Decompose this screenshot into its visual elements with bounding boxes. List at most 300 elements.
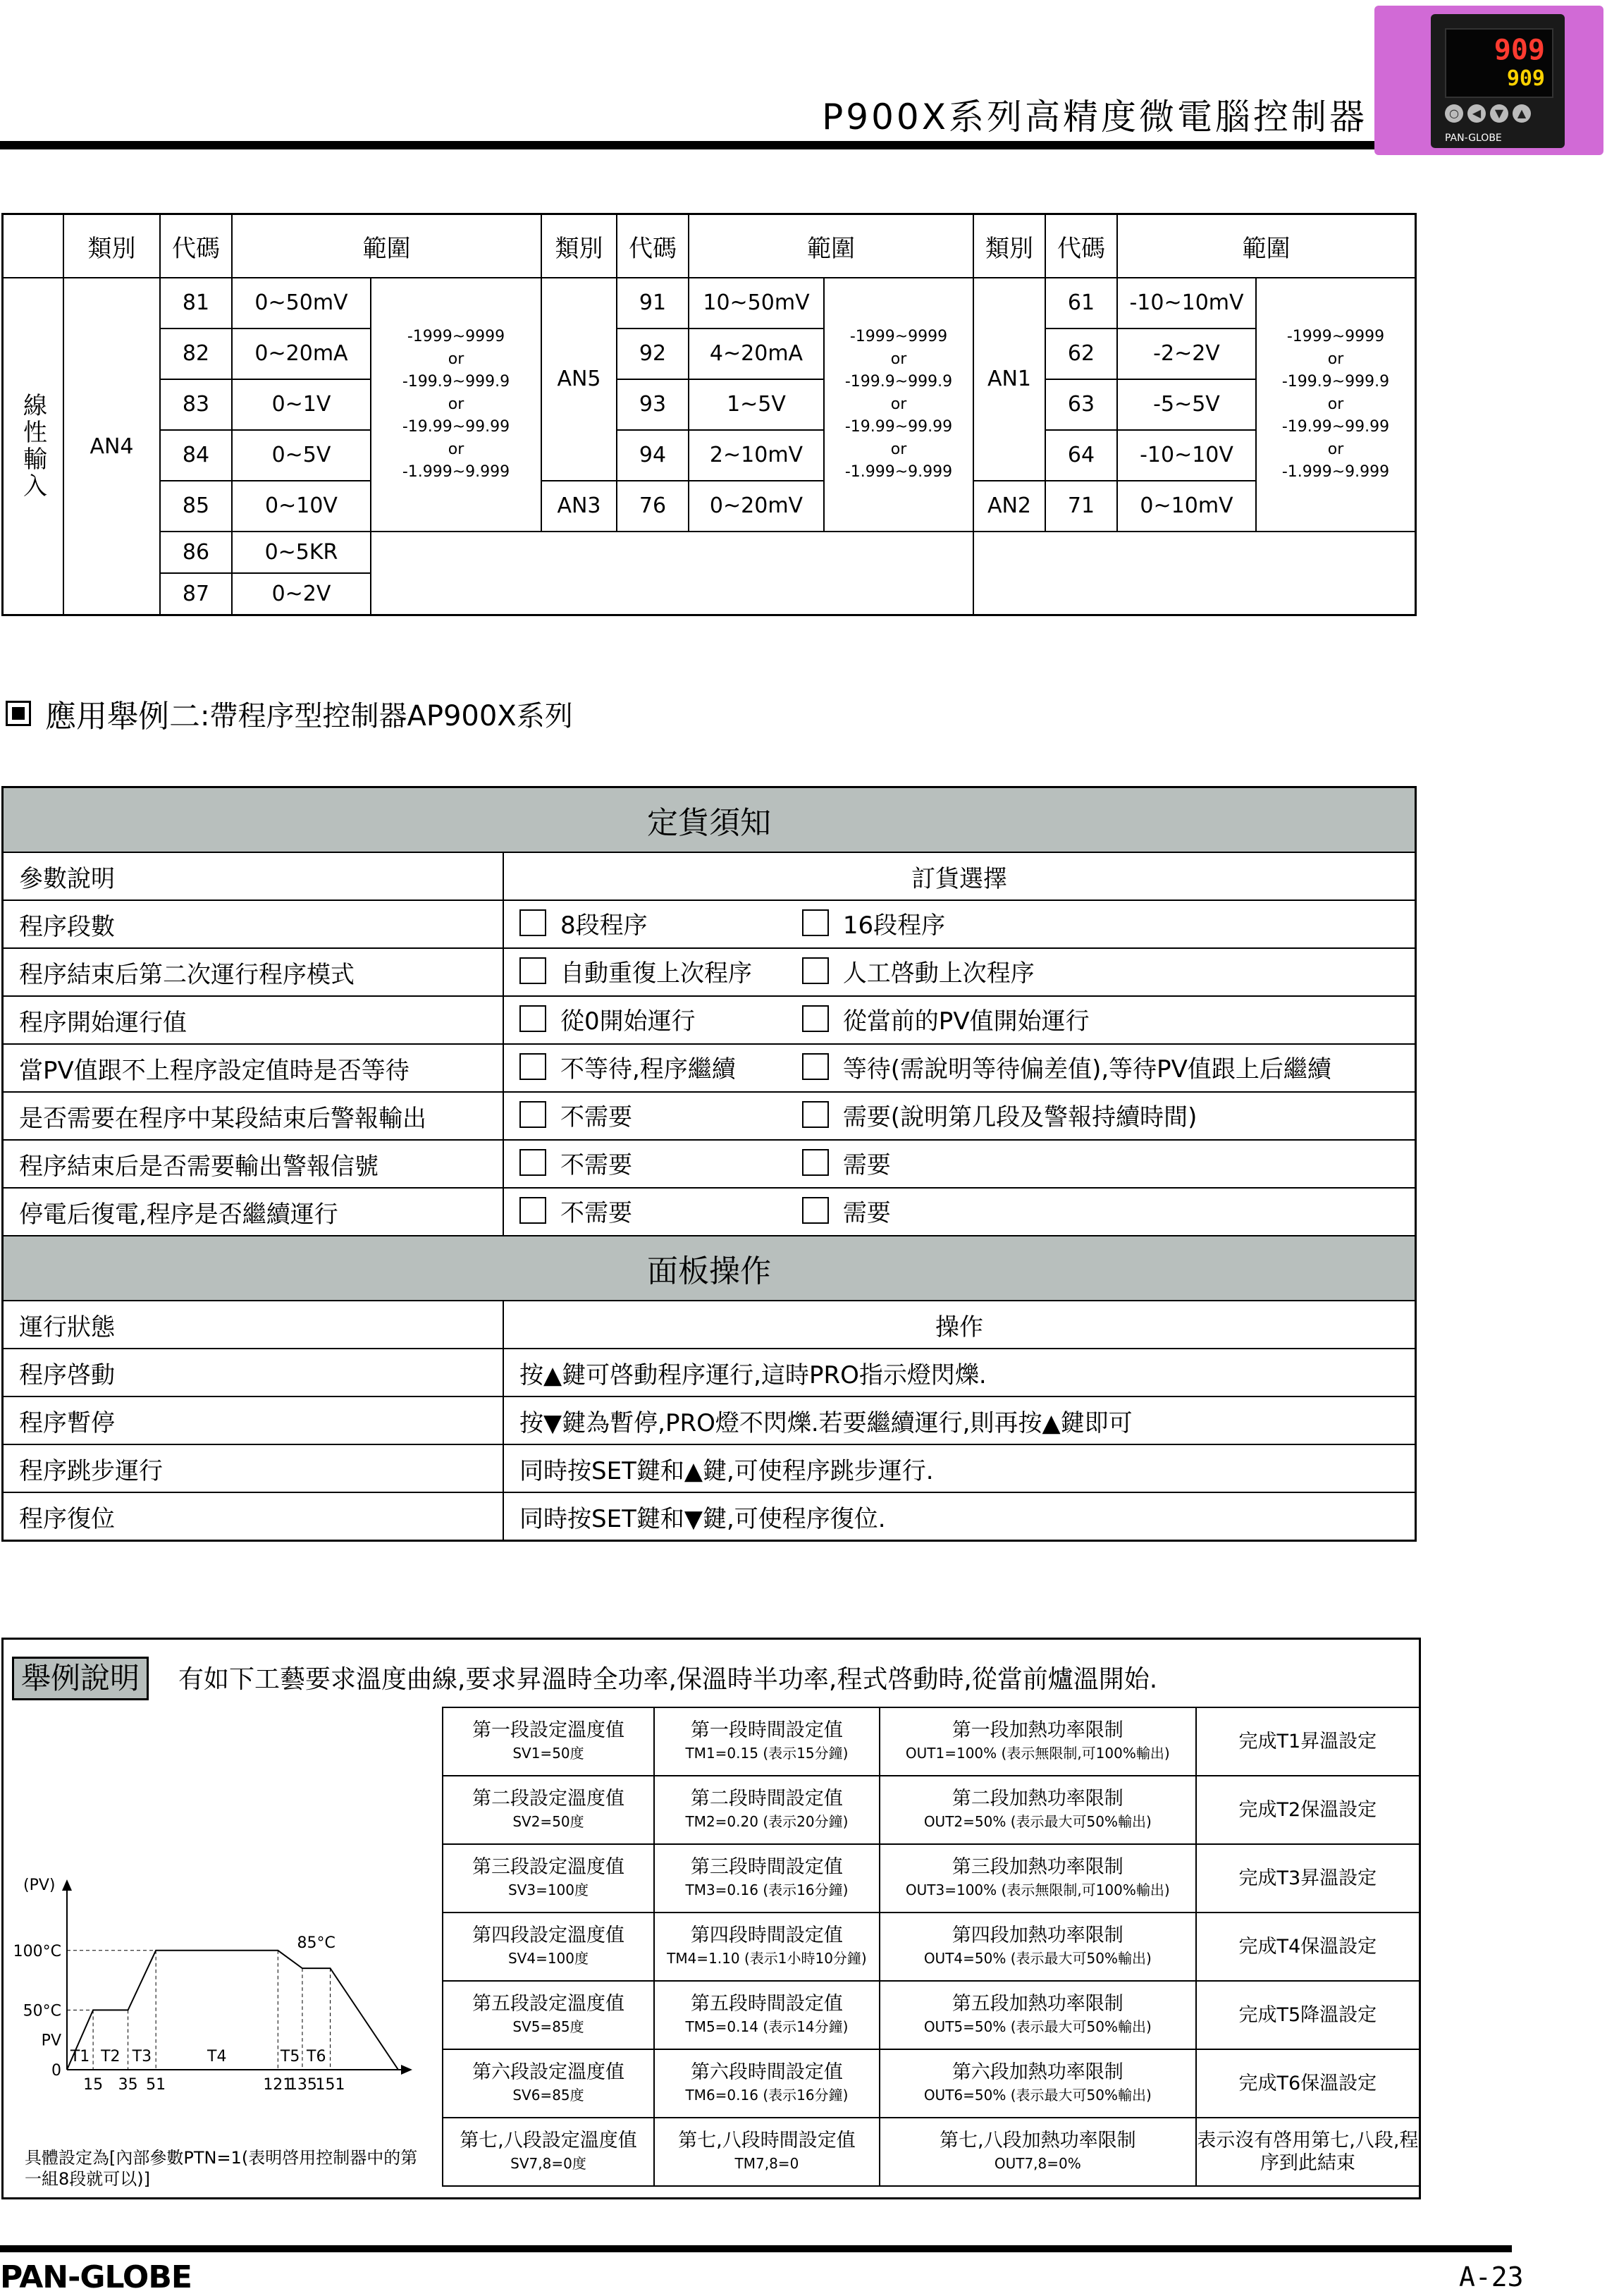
table-row <box>3 278 1416 329</box>
step-label: 完成T5降溫設定 <box>1238 2003 1377 2026</box>
option-label: 需要 <box>842 1198 891 1227</box>
col-header: 範圍 <box>232 214 541 278</box>
param-cell: 程序結束后第二次運行程序模式 <box>3 948 504 996</box>
x-axis-arrow-icon <box>401 2065 412 2075</box>
linear-input-range-table <box>1 213 1417 616</box>
device-key-icon: ○ <box>1445 104 1463 123</box>
state-cell: 程序復位 <box>3 1492 504 1541</box>
table-row <box>443 1844 1420 1913</box>
example-description: 有如下工藝要求溫度曲線,要求昇溫時全功率,保溫時半功率,程式啓動時,從當前爐溫開始. <box>178 1665 1158 1694</box>
code-cell: 61 <box>1045 278 1117 329</box>
table-row <box>3 900 1416 948</box>
device-brand: PAN-GLOBE <box>1445 133 1502 144</box>
op-cell: 按▲鍵可啓動程序運行,這時PRO指示燈閃爍. <box>503 1349 1416 1396</box>
sv-cell <box>443 1844 654 1913</box>
choice-cell <box>503 1140 1416 1188</box>
device-sv-readout: 909 <box>1506 66 1545 91</box>
range-cell: 0~20mV <box>689 481 824 532</box>
type-cell: AN3 <box>541 481 617 532</box>
option-1[interactable] <box>519 906 794 940</box>
display-range-line: -1999~9999 <box>1286 327 1385 345</box>
col-header: 類別 <box>973 214 1045 278</box>
out-cell <box>880 1981 1196 2049</box>
blank-header <box>3 214 64 278</box>
code-cell: 62 <box>1045 329 1117 379</box>
option-2[interactable] <box>802 1193 891 1228</box>
display-range-line: or <box>890 440 907 458</box>
option-2[interactable] <box>802 1146 891 1180</box>
x-tick-label: 121 <box>263 2076 293 2094</box>
display-range-line: -1999~9999 <box>407 327 505 345</box>
code-cell: 64 <box>1045 430 1117 481</box>
step-value: SV4=100度 <box>507 1949 589 1967</box>
tm-cell <box>654 1707 880 1776</box>
code-cell: 71 <box>1045 481 1117 532</box>
choice-cell <box>503 900 1416 948</box>
display-range-line: or <box>448 350 464 368</box>
display-range-line: -1.999~9.999 <box>402 462 510 481</box>
step-value: OUT6=50% (表示最大可50%輸出) <box>923 2086 1152 2104</box>
table-row <box>3 996 1416 1044</box>
tm-cell <box>654 2049 880 2118</box>
tm-cell <box>654 2118 880 2186</box>
table-row <box>3 1396 1416 1444</box>
table-row <box>3 1044 1416 1092</box>
step-value: TM2=0.20 (表示20分鐘) <box>685 1812 849 1830</box>
col-header: 範圍 <box>689 214 973 278</box>
step-label: 第五段時間設定值 <box>690 1992 843 2015</box>
checkbox-icon[interactable] <box>519 1101 546 1128</box>
controller-device-image <box>1374 6 1603 155</box>
code-cell: 82 <box>160 329 232 379</box>
table-row <box>3 379 1416 430</box>
range-cell: 4~20mA <box>689 329 824 379</box>
option-label: 需要(說明第几段及警報持續時間) <box>842 1103 1197 1131</box>
step-value: SV2=50度 <box>512 1812 584 1830</box>
choice-cell <box>503 996 1416 1044</box>
option-2[interactable] <box>802 1050 1331 1084</box>
option-label: 不需要 <box>560 1198 632 1227</box>
display-range-line: -199.9~999.9 <box>402 372 510 391</box>
table-row <box>3 532 1416 573</box>
step-value: TM5=0.14 (表示14分鐘) <box>685 2018 849 2035</box>
tm-cell <box>654 1776 880 1844</box>
col-header: 代碼 <box>1045 214 1117 278</box>
step-label: 第一段加熱功率限制 <box>952 1719 1123 1741</box>
table-row <box>3 329 1416 379</box>
step-label: 完成T2保溫設定 <box>1238 1798 1377 1821</box>
code-cell: 87 <box>160 573 232 615</box>
table-row <box>3 1092 1416 1140</box>
code-cell: 91 <box>617 278 689 329</box>
step-value: SV5=85度 <box>512 2018 584 2035</box>
step-label: 完成T4保溫設定 <box>1238 1935 1377 1958</box>
choice-cell <box>503 1092 1416 1140</box>
op-cell: 同時按SET鍵和▼鍵,可使程序復位. <box>503 1492 1416 1541</box>
step-label: 第一段設定溫度值 <box>472 1719 624 1741</box>
done-cell <box>1196 1981 1420 2049</box>
step-value: TM3=0.16 (表示16分鐘) <box>685 1881 849 1898</box>
display-range-line: or <box>1327 350 1344 368</box>
checkbox-icon[interactable] <box>802 1005 829 1032</box>
done-cell <box>1196 2049 1420 2118</box>
step-label: 第七,八段設定溫度值 <box>460 2129 637 2151</box>
table-row <box>3 1188 1416 1236</box>
param-cell: 是否需要在程序中某段結束后警報輸出 <box>3 1092 504 1140</box>
checkbox-icon[interactable] <box>802 909 829 936</box>
y-tick-label: PV <box>41 2032 61 2050</box>
type-cell: AN4 <box>63 278 160 615</box>
checkbox-icon[interactable] <box>519 1053 546 1080</box>
display-range-line: or <box>448 440 464 458</box>
option-2[interactable] <box>802 1002 1090 1036</box>
step-value: SV7,8=0度 <box>510 2154 586 2172</box>
device-key-up-icon: ▲ <box>1513 104 1531 123</box>
segment-label: T6 <box>307 2048 326 2065</box>
step-value: OUT4=50% (表示最大可50%輸出) <box>923 1949 1152 1967</box>
range-cell: 0~2V <box>232 573 371 615</box>
section-title: 應用舉例二 <box>45 699 200 735</box>
step-label: 第一段時間設定值 <box>690 1719 843 1741</box>
option-label: 等待(需說明等待偏差值),等待PV值跟上后繼續 <box>842 1055 1331 1083</box>
header-rule <box>0 141 1374 149</box>
display-range-line: or <box>1327 440 1344 458</box>
option-1[interactable] <box>519 1050 794 1084</box>
code-cell: 86 <box>160 532 232 573</box>
y-axis-label: (PV) <box>23 1877 56 1894</box>
param-cell: 程序開始運行值 <box>3 996 504 1044</box>
display-range-line: or <box>890 350 907 368</box>
step-label: 表示沒有啓用第七,八段,程序到此結束 <box>1197 2129 1419 2174</box>
range-cell: -10~10V <box>1117 430 1256 481</box>
table-row <box>3 1492 1416 1541</box>
display-range-line: -1.999~9.999 <box>844 462 953 481</box>
range-cell: 0~50mV <box>232 278 371 329</box>
display-range-line: -199.9~999.9 <box>1281 372 1390 391</box>
segment-label: T3 <box>132 2048 152 2065</box>
temperature-curve-chart <box>4 1837 441 2133</box>
display-range-cell <box>824 278 973 532</box>
x-tick-label: 151 <box>315 2076 345 2094</box>
param-cell: 停電后復電,程序是否繼續運行 <box>3 1188 504 1236</box>
x-tick-label: 35 <box>118 2076 138 2094</box>
done-cell <box>1196 1707 1420 1776</box>
segment-label: T4 <box>207 2048 227 2065</box>
step-value: TM1=0.15 (表示15分鐘) <box>685 1744 849 1762</box>
checkbox-icon[interactable] <box>519 1149 546 1176</box>
band-title: 定貨須知 <box>3 787 1416 853</box>
option-label: 人工啓動上次程序 <box>842 959 1035 988</box>
step-label: 第七,八段加熱功率限制 <box>939 2129 1136 2151</box>
param-cell: 程序段數 <box>3 900 504 948</box>
step-value: OUT7,8=0% <box>994 2154 1081 2172</box>
range-cell: 0~10V <box>232 481 371 532</box>
step-value: SV1=50度 <box>512 1744 584 1762</box>
checkbox-icon[interactable] <box>519 1005 546 1032</box>
page-number: A-23 <box>1459 2261 1524 2292</box>
sv-cell <box>443 1981 654 2049</box>
range-cell: 1~5V <box>689 379 824 430</box>
range-cell: 10~50mV <box>689 278 824 329</box>
step-label: 第四段時間設定值 <box>690 1924 843 1946</box>
annotation-85c: 85°C <box>297 1934 335 1952</box>
display-range-line: -1999~9999 <box>849 327 948 345</box>
device-face <box>1431 14 1565 148</box>
table-row <box>443 1913 1420 1981</box>
step-label: 第六段加熱功率限制 <box>952 2061 1123 2083</box>
param-cell: 程序結束后是否需要輸出警報信號 <box>3 1140 504 1188</box>
section-subtitle: :帶程序型控制器AP900X系列 <box>200 699 573 732</box>
option-label: 16段程序 <box>842 911 946 940</box>
device-key-down-icon: ▼ <box>1490 104 1508 123</box>
band-row <box>3 787 1416 853</box>
tm-cell <box>654 1913 880 1981</box>
step-label: 第五段加熱功率限制 <box>952 1992 1123 2015</box>
checkbox-icon[interactable] <box>802 1053 829 1080</box>
code-cell: 93 <box>617 379 689 430</box>
category-cell: 線性輸入 <box>3 278 64 615</box>
col-header: 類別 <box>541 214 617 278</box>
step-label: 第三段加熱功率限制 <box>952 1855 1123 1878</box>
code-cell: 83 <box>160 379 232 430</box>
option-1[interactable] <box>519 1002 794 1036</box>
code-cell: 63 <box>1045 379 1117 430</box>
sv-cell <box>443 1776 654 1844</box>
table-row <box>443 1981 1420 2049</box>
step-label: 第二段加熱功率限制 <box>952 1787 1123 1810</box>
tm-cell <box>654 1844 880 1913</box>
footer-rule <box>0 2245 1512 2252</box>
table-header-row <box>3 1301 1416 1349</box>
step-label: 第二段時間設定值 <box>690 1787 843 1810</box>
step-value: OUT1=100% (表示無限制,可100%輸出) <box>905 1744 1170 1762</box>
option-2[interactable] <box>802 1098 1197 1132</box>
blank-cell <box>973 532 1416 615</box>
option-label: 不需要 <box>560 1150 632 1179</box>
out-cell <box>880 2118 1196 2186</box>
display-range-line: -19.99~99.99 <box>844 417 953 436</box>
sv-cell <box>443 1707 654 1776</box>
option-label: 不等待,程序繼續 <box>560 1055 736 1083</box>
table-row <box>3 481 1416 532</box>
blank-cell <box>371 532 541 615</box>
step-label: 第三段時間設定值 <box>690 1855 843 1878</box>
checkbox-icon[interactable] <box>519 909 546 936</box>
option-1[interactable] <box>519 1098 794 1132</box>
choice-cell <box>503 1188 1416 1236</box>
device-keys <box>1445 104 1551 125</box>
table-row <box>443 2049 1420 2118</box>
sv-cell <box>443 2049 654 2118</box>
x-tick-label: 15 <box>83 2076 104 2094</box>
step-label: 第五段設定溫度值 <box>472 1992 624 2015</box>
display-range-cell <box>371 278 541 532</box>
page-title: P900X系列高精度微電腦控制器 <box>822 97 1367 137</box>
step-value: SV3=100度 <box>507 1881 589 1898</box>
step-value: OUT3=100% (表示無限制,可100%輸出) <box>905 1881 1170 1898</box>
step-label: 第二段設定溫度值 <box>472 1787 624 1810</box>
code-cell: 94 <box>617 430 689 481</box>
step-label: 第六段設定溫度值 <box>472 2061 624 2083</box>
range-cell: 0~10mV <box>1117 481 1256 532</box>
option-2[interactable] <box>802 906 945 940</box>
option-label: 需要 <box>842 1150 891 1179</box>
step-label: 第四段加熱功率限制 <box>952 1924 1123 1946</box>
param-cell: 當PV值跟不上程序設定值時是否等待 <box>3 1044 504 1092</box>
order-notice-table <box>1 786 1417 1542</box>
done-cell <box>1196 1776 1420 1844</box>
option-label: 8段程序 <box>560 911 648 940</box>
range-cell: 0~5KR <box>232 532 371 573</box>
choice-cell <box>503 948 1416 996</box>
display-range-line: or <box>890 395 907 413</box>
program-steps-table <box>442 1707 1420 2187</box>
done-cell <box>1196 1844 1420 1913</box>
col-header: 類別 <box>63 214 160 278</box>
table-header-row <box>3 852 1416 900</box>
table-row <box>3 430 1416 481</box>
step-value: SV6=85度 <box>512 2086 584 2104</box>
display-range-line: -19.99~99.99 <box>402 417 510 436</box>
option-label: 從0開始運行 <box>560 1007 696 1036</box>
col-header: 訂貨選擇 <box>503 852 1416 900</box>
out-cell <box>880 1776 1196 1844</box>
table-row <box>443 1776 1420 1844</box>
col-header: 代碼 <box>160 214 232 278</box>
out-cell <box>880 1913 1196 1981</box>
type-cell: AN2 <box>973 481 1045 532</box>
device-key-left-icon: ◀ <box>1467 104 1486 123</box>
step-value: TM6=0.16 (表示16分鐘) <box>685 2086 849 2104</box>
checkbox-icon[interactable] <box>802 1197 829 1224</box>
step-label: 第四段設定溫度值 <box>472 1924 624 1946</box>
type-cell: AN1 <box>973 278 1045 481</box>
display-range-line: or <box>448 395 464 413</box>
done-cell <box>1196 1913 1420 1981</box>
step-value: OUT5=50% (表示最大可50%輸出) <box>923 2018 1152 2035</box>
code-cell: 85 <box>160 481 232 532</box>
y-axis-arrow-icon <box>62 1879 72 1891</box>
range-cell: -10~10mV <box>1117 278 1256 329</box>
tm-cell <box>654 1981 880 2049</box>
display-range-cell <box>1256 278 1416 532</box>
segment-label: T2 <box>101 2048 121 2065</box>
range-cell: 0~5V <box>232 430 371 481</box>
state-cell: 程序暫停 <box>3 1396 504 1444</box>
step-label: 完成T6保溫設定 <box>1238 2072 1377 2094</box>
range-cell: -5~5V <box>1117 379 1256 430</box>
step-label: 第七,八段時間設定值 <box>678 2129 856 2151</box>
sv-cell <box>443 2118 654 2186</box>
option-label: 從當前的PV值開始運行 <box>842 1007 1090 1036</box>
code-cell: 92 <box>617 329 689 379</box>
code-cell: 81 <box>160 278 232 329</box>
out-cell <box>880 2049 1196 2118</box>
y-tick-label: 0 <box>51 2062 61 2080</box>
state-cell: 程序跳步運行 <box>3 1444 504 1492</box>
band-title: 面板操作 <box>3 1236 1416 1301</box>
example-box <box>1 1638 1421 2199</box>
y-tick-label: 100°C <box>13 1942 61 1960</box>
display-range-line: -1.999~9.999 <box>1281 462 1390 481</box>
out-cell <box>880 1844 1196 1913</box>
option-label: 不需要 <box>560 1103 632 1131</box>
display-range-line: -19.99~99.99 <box>1281 417 1390 436</box>
step-label: 完成T3昇溫設定 <box>1238 1867 1377 1889</box>
step-value: OUT2=50% (表示最大可50%輸出) <box>923 1812 1152 1830</box>
col-header: 代碼 <box>617 214 689 278</box>
x-tick-label: 135 <box>287 2076 317 2094</box>
example-title: 舉例說明 <box>12 1657 149 1700</box>
op-cell: 按▼鍵為暫停,PRO燈不閃爍.若要繼續運行,則再按▲鍵即可 <box>503 1396 1416 1444</box>
band-row <box>3 1236 1416 1301</box>
option-1[interactable] <box>519 1146 794 1180</box>
done-cell <box>1196 2118 1420 2186</box>
table-header-row <box>3 214 1416 278</box>
out-cell <box>880 1707 1196 1776</box>
range-cell: 0~1V <box>232 379 371 430</box>
step-value: TM4=1.10 (表示1小時10分鐘) <box>667 1949 867 1967</box>
segment-label: T1 <box>70 2048 90 2065</box>
table-row <box>3 1140 1416 1188</box>
table-row <box>3 948 1416 996</box>
op-cell: 同時按SET鍵和▲鍵,可使程序跳步運行. <box>503 1444 1416 1492</box>
table-row <box>443 1707 1420 1776</box>
type-cell: AN5 <box>541 278 617 481</box>
col-header: 運行狀態 <box>3 1301 504 1349</box>
col-header: 操作 <box>503 1301 1416 1349</box>
checkbox-icon[interactable] <box>802 1149 829 1176</box>
segment-label: T5 <box>280 2048 300 2065</box>
display-range-line: -199.9~999.9 <box>844 372 953 391</box>
choice-cell <box>503 1044 1416 1092</box>
checkbox-icon[interactable] <box>802 957 829 984</box>
step-label: 第三段設定溫度值 <box>472 1855 624 1878</box>
device-display <box>1445 28 1553 98</box>
y-tick-label: 50°C <box>23 2002 61 2020</box>
range-cell: 0~20mA <box>232 329 371 379</box>
footer-logo: PAN-GLOBE <box>0 2259 192 2295</box>
display-range-line: or <box>1327 395 1344 413</box>
col-header: 範圍 <box>1117 214 1416 278</box>
square-bullet-icon <box>6 701 31 726</box>
option-2[interactable] <box>802 954 1035 988</box>
range-cell: 2~10mV <box>689 430 824 481</box>
col-header: 參數說明 <box>3 852 504 900</box>
option-1[interactable] <box>519 954 794 988</box>
checkbox-icon[interactable] <box>802 1101 829 1128</box>
step-value: TM7,8=0 <box>734 2154 799 2172</box>
option-label: 自動重復上次程序 <box>560 959 752 988</box>
table-row <box>443 2118 1420 2186</box>
blank-cell <box>541 532 973 615</box>
option-1[interactable] <box>519 1193 794 1228</box>
example-footnote: 具體設定為[內部參數PTN=1(表明啓用控制器中的第一組8段就可以)] <box>25 2148 418 2189</box>
step-label: 完成T1昇溫設定 <box>1238 1730 1377 1752</box>
range-cell: -2~2V <box>1117 329 1256 379</box>
device-pv-readout: 909 <box>1494 34 1545 66</box>
section-heading <box>6 691 573 736</box>
table-row <box>3 1444 1416 1492</box>
x-tick-label: 51 <box>146 2076 166 2094</box>
code-cell: 76 <box>617 481 689 532</box>
state-cell: 程序啓動 <box>3 1349 504 1396</box>
sv-cell <box>443 1913 654 1981</box>
table-row <box>3 1349 1416 1396</box>
checkbox-icon[interactable] <box>519 1197 546 1224</box>
checkbox-icon[interactable] <box>519 957 546 984</box>
code-cell: 84 <box>160 430 232 481</box>
